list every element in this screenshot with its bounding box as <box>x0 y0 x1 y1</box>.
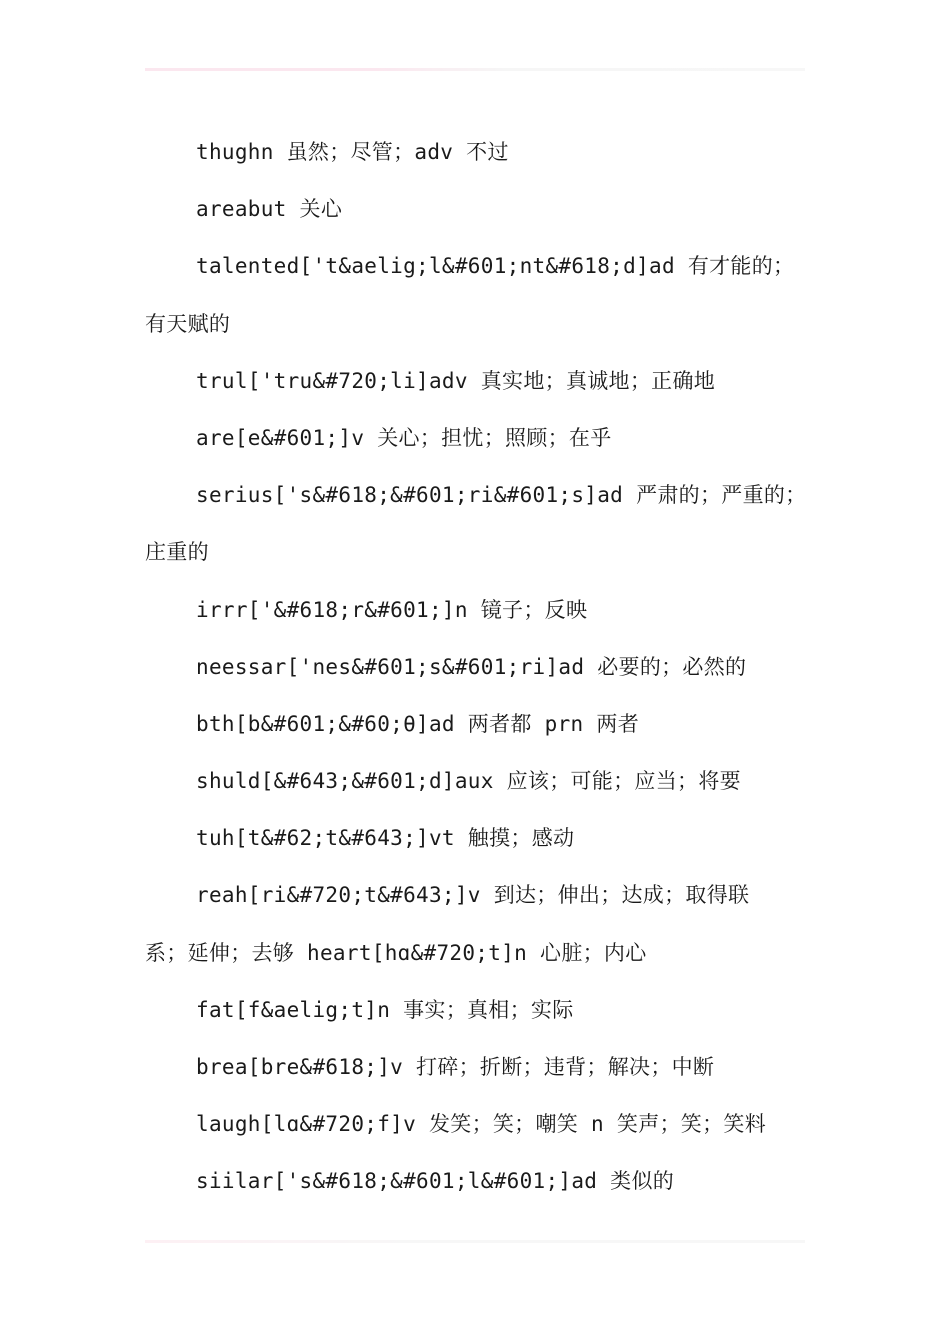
header-rule <box>145 68 805 71</box>
vocab-line: fat[f&aelig;t]n 事实；真相；实际 <box>196 997 574 1022</box>
vocab-line-continuation: 有天赋的 <box>145 311 231 336</box>
vocab-line: brea[bre&#618;]v 打碎；折断；违背；解决；中断 <box>196 1055 715 1079</box>
vocabulary-list <box>145 130 817 1217</box>
vocab-line-continuation: 系；延伸；去够 heart[hɑ&#720;t]n 心脏；内心 <box>145 940 647 965</box>
vocab-line: reah[ri&#720;t&#643;]v 到达；伸出；达成；取得联 <box>196 883 750 908</box>
vocab-line: serius['s&#618;&#601;ri&#601;s]ad 严肃的；严重的； <box>196 483 807 508</box>
vocab-line: irrr['&#618;r&#601;]n 镜子；反映 <box>196 597 588 622</box>
vocab-line-continuation: 庄重的 <box>145 540 209 565</box>
vocab-line: areabut 关心 <box>196 197 343 222</box>
vocab-line: thughn 虽然；尽管；adv 不过 <box>196 140 509 164</box>
vocab-line: talented['t&aelig;l&#601;nt&#618;d]ad 有才能的； <box>196 254 795 279</box>
vocab-line: bth[b&#601;&#60;θ]ad 两者都 prn 两者 <box>196 711 640 736</box>
vocab-line: shuld[&#643;&#601;d]aux 应该；可能；应当；将要 <box>196 769 741 794</box>
vocab-line: tuh[t&#62;t&#643;]vt 触摸；感动 <box>196 826 575 851</box>
footer-rule <box>145 1240 805 1243</box>
vocab-line: are[e&#601;]v 关心；担忧；照顾；在乎 <box>196 425 612 450</box>
vocab-line: siilar['s&#618;&#601;l&#601;]ad 类似的 <box>196 1169 675 1194</box>
vocab-line: trul['tru&#720;li]adv 真实地；真诚地；正确地 <box>196 368 716 393</box>
vocab-line: neessar['nes&#601;s&#601;ri]ad 必要的；必然的 <box>196 654 747 679</box>
vocab-line: laugh[lɑ&#720;f]v 发笑；笑；嘲笑 n 笑声；笑；笑料 <box>196 1112 767 1137</box>
